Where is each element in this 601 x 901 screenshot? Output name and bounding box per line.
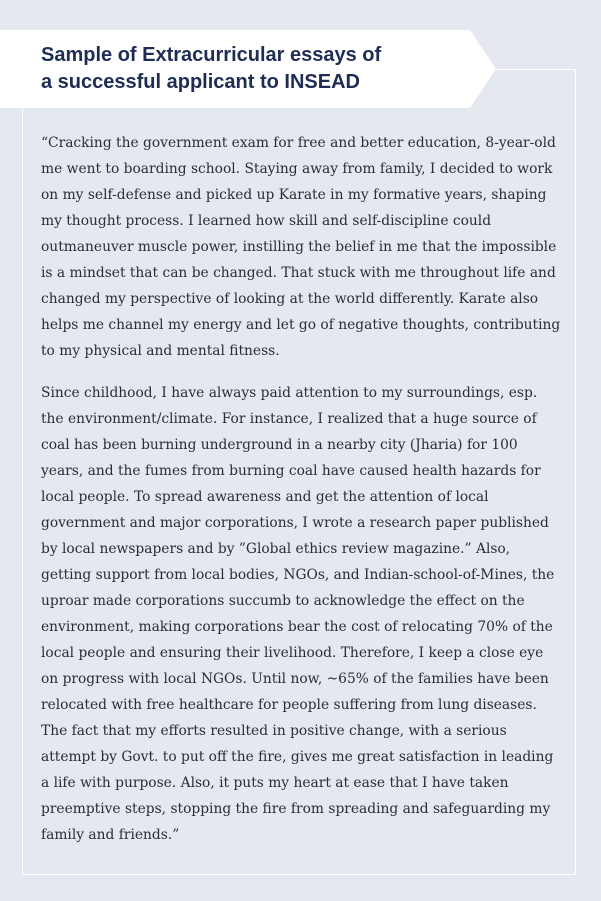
essay-paragraph-1: “Cracking the government exam for free and better education, 8-year-old me went to boarding school. Staying away from family, I decided to work on my self-defense and picked up Karate in my formative years, shaping my thought process. I learned how skill and self-discipline could outmaneuver muscle power, instilling the belief in me that the impossible is a mindset that can be changed. That stuck with me throughout life and changed my perspective of looking at the world differently. Karate also helps me channel my energy and let go of negative thoughts, contributing to my physical and mental fitness. (41, 135, 561, 359)
title-line-1: Sample of Extracurricular essays of (41, 44, 382, 66)
essay-paragraph-2: Since childhood, I have always paid attention to my surroundings, esp. the environment/climate. For instance, I realized that a huge source of coal has been burning underground in a nearby city (Jharia) for 100 years, and the fumes from burning coal have caused health hazards for local people. To spread awareness and get the attention of local government and major corporations, I wrote a research paper published by local newspapers and by ”Global ethics review magazine.” Also, getting support from local bodies, NGOs, and Indian-school-of-Mines, the uproar made corporations succumb to acknowledge the effect on the environment, making corporations bear the cost of relocating 70% of the local people and ensuring their livelihood. Therefore, I keep a close eye on progress with local NGOs. Until now, ~65% of the families have been relocated with free healthcare for people suffering from lung diseases. The fact that my efforts resulted in positive change, with a serious attempt by Govt. to put off the fire, gives me great satisfaction in leading a life with purpose. Also, it puts my heart at ease that I have taken preemptive steps, stopping the fire from spreading and safeguarding my family and friends.” (41, 385, 555, 843)
essay-body (41, 130, 561, 864)
title-line-2: a successful applicant to INSEAD (41, 71, 360, 93)
page-title (41, 42, 481, 96)
